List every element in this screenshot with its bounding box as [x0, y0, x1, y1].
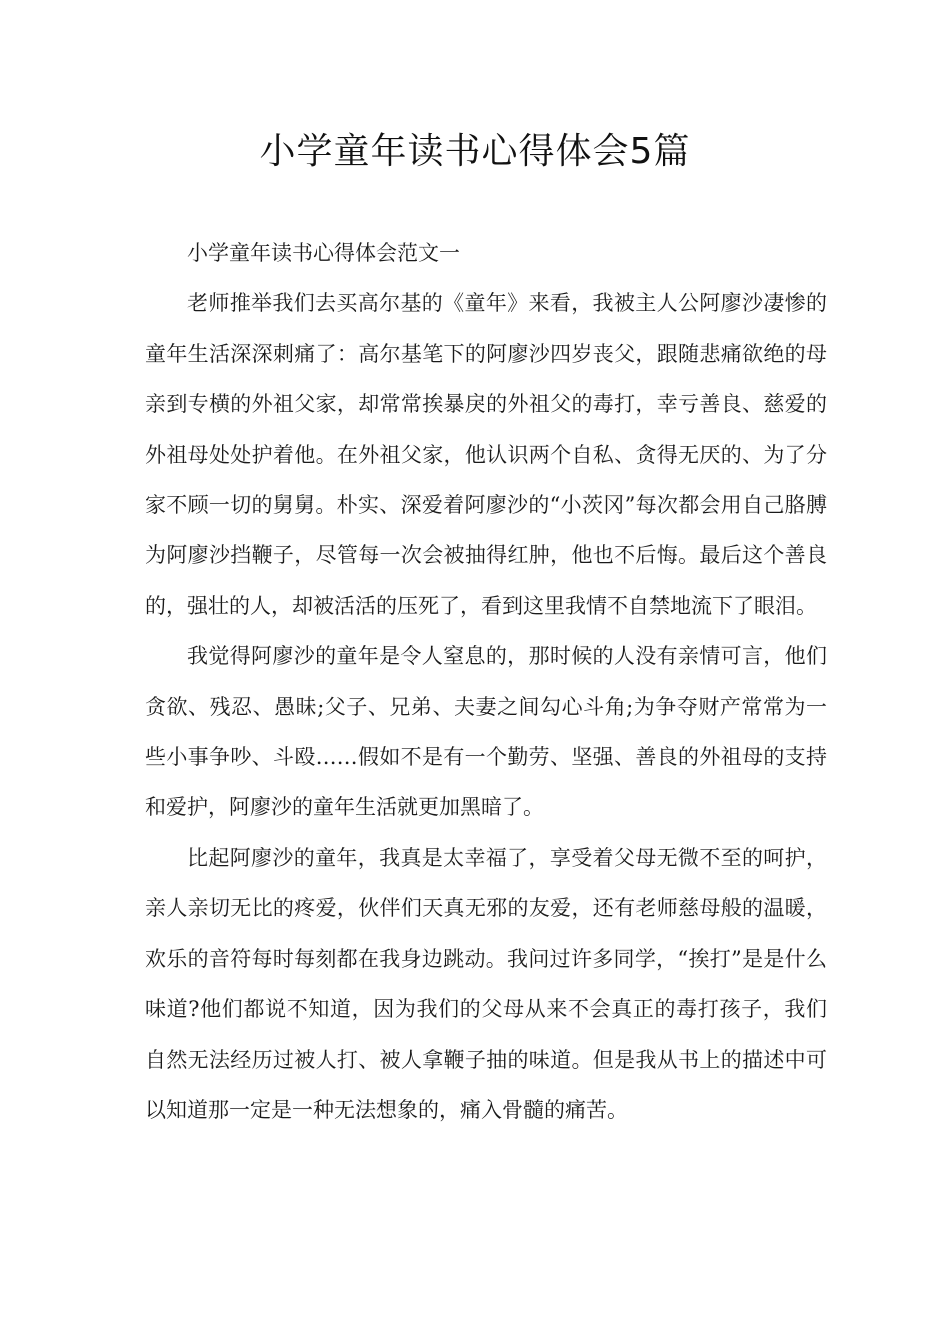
paragraph-1: 老师推举我们去买高尔基的《童年》来看，我被主人公阿廖沙凄惨的童年生活深深刺痛了：高尔基笔下的阿廖沙四岁丧父，跟随悲痛欲绝的母亲到专横的外祖父家，却常常挨暴戾的外祖父的毒打，幸亏善良、慈爱的外祖母处处护着他。在外祖父家，他认识两个自私、贪得无厌的、为了分家不顾一切的舅舅。朴实、深爱着阿廖沙的“小茨冈”每次都会用自己胳膊为阿廖沙挡鞭子，尽管每一次会被抽得红肿，他也不后悔。最后这个善良的，强壮的人，却被活活的压死了，看到这里我情不自禁地流下了眼泪。 [145, 291, 827, 618]
document-body [145, 228, 827, 1135]
paragraph-2: 我觉得阿廖沙的童年是令人窒息的，那时候的人没有亲情可言，他们贪欲、残忍、愚昧;父子、兄弟、夫妻之间勾心斗角;为争夺财产常常为一些小事争吵、斗殴……假如不是有一个勤劳、坚强、善良的外祖母的支持和爱护，阿廖沙的童年生活就更加黑暗了。 [145, 644, 827, 820]
document-title: 小学童年读书心得体会5篇 [259, 131, 691, 172]
paragraph-3: 比起阿廖沙的童年，我真是太幸福了，享受着父母无微不至的呵护，亲人亲切无比的疼爱，伙伴们天真无邪的友爱，还有老师慈母般的温暖，欢乐的音符每时每刻都在我身边跳动。我问过许多同学，“挨打”是是什么味道?他们都说不知道，因为我们的父母从来不会真正的毒打孩子，我们自然无法经历过被人打、被人拿鞭子抽的味道。但是我从书上的描述中可以知道那一定是一种无法想象的，痛入骨髓的痛苦。 [145, 845, 827, 1122]
section-subtitle: 小学童年读书心得体会范文一 [187, 241, 460, 265]
